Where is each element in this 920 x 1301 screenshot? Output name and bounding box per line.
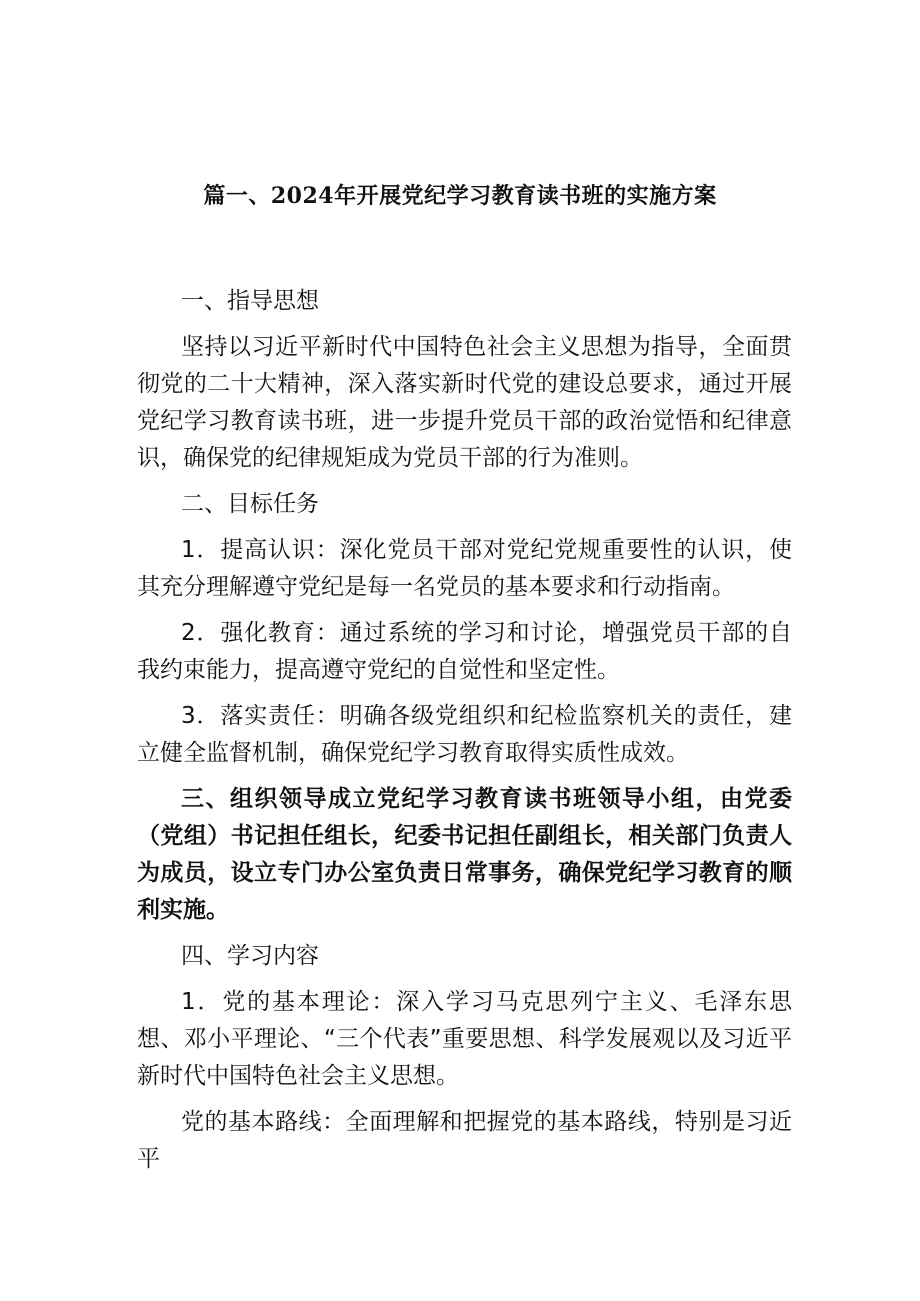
- study-content-basic-line: 党的基本路线：全面理解和把握党的基本路线，特别是习近平: [137, 1109, 792, 1172]
- section-heading-objectives: 二、目标任务: [181, 491, 319, 517]
- objective-item-1: 1．提高认识：深化党员干部对党纪党规重要性的认识，使其充分理解遵守党纪是每一名党员的基本要求和行动指南。: [137, 537, 792, 600]
- organization-leadership-paragraph: 三、组织领导成立党纪学习教育读书班领导小组，由党委（党组）书记担任组长，纪委书记担任副组长，相关部门负责人为成员，设立专门办公室负责日常事务，确保党纪学习教育的顺利实施。: [137, 786, 792, 923]
- objective-item-3: 3．落实责任：明确各级党组织和纪检监察机关的责任，建立健全监督机制，确保党纪学习教育取得实质性成效。: [137, 703, 792, 766]
- study-content-item-1: 1．党的基本理论：深入学习马克思列宁主义、毛泽东思想、邓小平理论、“三个代表”重要思想、科学发展观以及习近平新时代中国特色社会主义思想。: [137, 989, 792, 1089]
- document-body: [137, 283, 792, 1187]
- document-title: 篇一、2024年开展党纪学习教育读书班的实施方案: [203, 183, 717, 209]
- objective-item-2: 2．强化教育：通过系统的学习和讨论，增强党员干部的自我约束能力，提高遵守党纪的自觉性和坚定性。: [137, 620, 792, 683]
- guiding-ideology-paragraph: 坚持以习近平新时代中国特色社会主义思想为指导，全面贯彻党的二十大精神，深入落实新时代党的建设总要求，通过开展党纪学习教育读书班，进一步提升党员干部的政治觉悟和纪律意识，确保党的纪律规矩成为党员干部的行为准则。: [137, 334, 792, 471]
- section-heading-study-content: 四、学习内容: [181, 943, 319, 969]
- section-heading-guiding-ideology: 一、指导思想: [181, 288, 319, 314]
